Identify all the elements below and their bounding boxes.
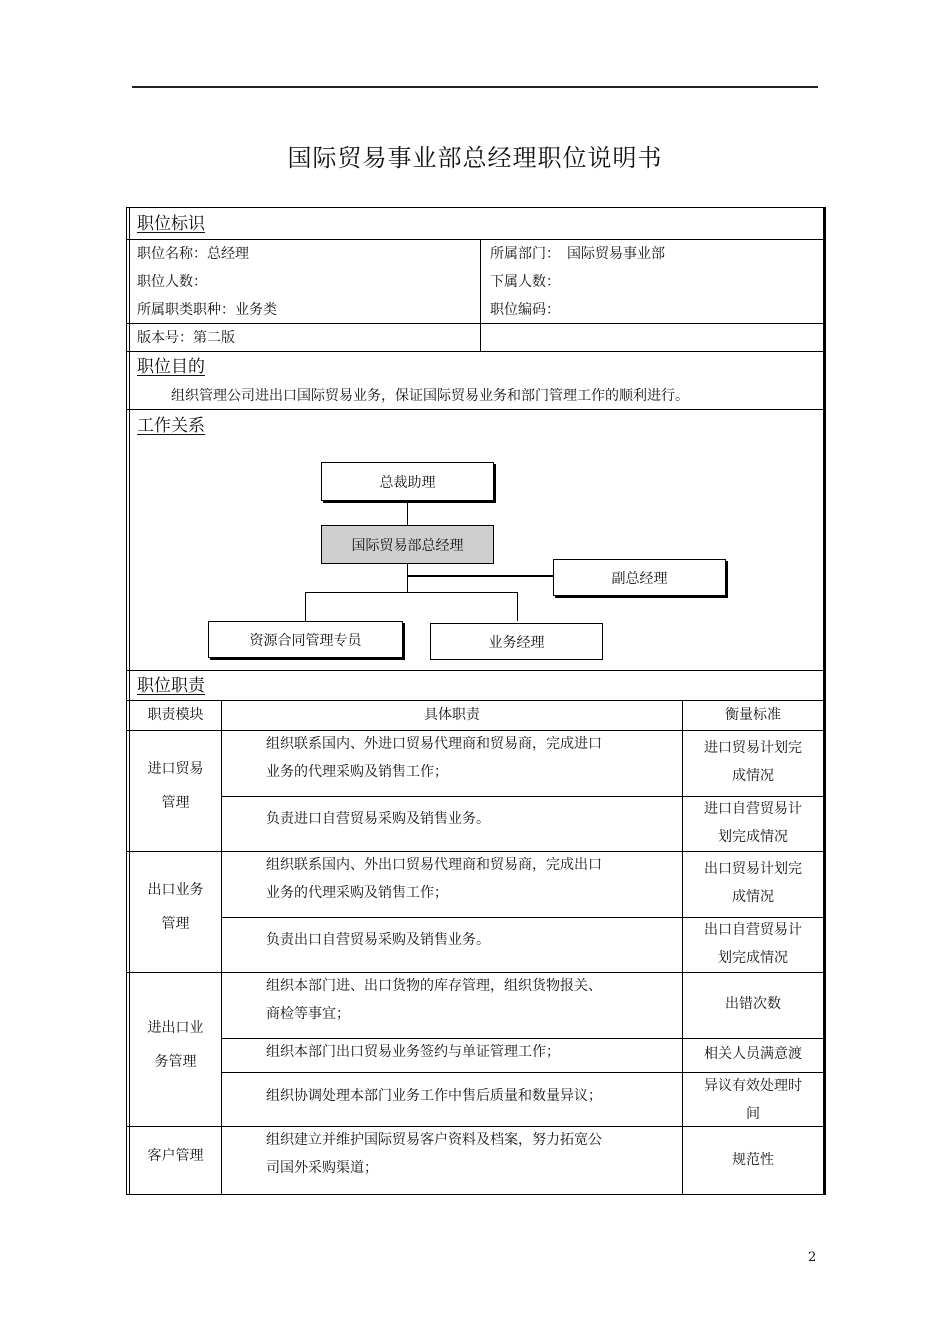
- measure-text: 进口贸易计划完 成情况: [704, 740, 802, 784]
- purpose-heading: 职位目的: [137, 357, 205, 377]
- purpose-text: 组织管理公司进出口国际贸易业务，保证国际贸易业务和部门管理工作的顺利进行。: [171, 388, 689, 404]
- job-family: 所属职类职种：业务类: [137, 302, 277, 318]
- subordinates: 下属人数：: [490, 274, 560, 290]
- page-number: 2: [808, 1250, 817, 1265]
- measure-text: 规范性: [732, 1152, 774, 1168]
- duty-text: 组织本部门出口贸易业务签约与单证管理工作；: [266, 1044, 560, 1060]
- org-node-deputy: 副总经理: [553, 559, 726, 596]
- department: 所属部门： 国际贸易事业部: [490, 246, 665, 262]
- measure-text: 进口自营贸易计 划完成情况: [704, 801, 802, 845]
- headcount: 职位人数：: [137, 274, 207, 290]
- divider: [127, 323, 823, 324]
- measure-text: 出错次数: [725, 996, 781, 1012]
- divider: [127, 351, 823, 352]
- org-connector-deputy: [407, 575, 553, 577]
- divider: [127, 670, 823, 671]
- org-connector: [407, 563, 408, 593]
- measure-text: 出口贸易计划完 成情况: [704, 861, 802, 905]
- org-connector-subordinates: [305, 592, 518, 621]
- module-name: 进出口业 务管理: [147, 1020, 204, 1070]
- measure-text: 相关人员满意渡: [704, 1046, 802, 1062]
- org-node-sub1: 资源合同管理专员: [208, 621, 403, 658]
- measure-text: 异议有效处理时 间: [704, 1078, 802, 1122]
- divider: [127, 409, 823, 410]
- measure-text: 出口自营贸易计 划完成情况: [704, 922, 802, 966]
- duty-text: 组织本部门进、出口货物的库存管理，组织货物报关、 商检等事宜；: [266, 978, 602, 1022]
- divider: [480, 239, 481, 351]
- duties-heading: 职位职责: [137, 676, 205, 696]
- duty-text: 负责进口自营贸易采购及销售业务。: [266, 811, 490, 827]
- position-code: 职位编码：: [490, 302, 560, 318]
- module-name: 进口贸易 管理: [147, 761, 204, 811]
- column-header-measure: 衡量标准: [725, 707, 781, 723]
- org-node-sub2: 业务经理: [430, 623, 603, 660]
- column-header-duty: 具体职责: [424, 707, 480, 723]
- position-name: 职位名称：总经理: [137, 246, 249, 262]
- duty-text: 组织联系国内、外出口贸易代理商和贸易商，完成出口 业务的代理采购及销售工作；: [266, 857, 602, 901]
- version: 版本号：第二版: [137, 330, 235, 346]
- column-header-module: 职责模块: [147, 707, 204, 723]
- document-title: 国际贸易事业部总经理职位说明书: [287, 144, 663, 172]
- divider: [127, 239, 823, 240]
- job-description-table: [126, 207, 826, 1195]
- duty-text: 组织联系国内、外进口贸易代理商和贸易商，完成进口 业务的代理采购及销售工作；: [266, 736, 602, 780]
- module-name: 出口业务 管理: [147, 882, 204, 932]
- org-connector: [407, 501, 408, 525]
- duty-text: 负责出口自营贸易采购及销售业务。: [266, 932, 490, 948]
- duty-text: 组织建立并维护国际贸易客户资料及档案，努力拓宽公 司国外采购渠道；: [266, 1132, 602, 1176]
- org-node-self: 国际贸易部总经理: [321, 525, 494, 564]
- org-node-superior: 总裁助理: [321, 462, 494, 501]
- relations-heading: 工作关系: [137, 416, 205, 436]
- duty-text: 组织协调处理本部门业务工作中售后质量和数量异议；: [266, 1088, 602, 1104]
- column-divider: [221, 700, 222, 1194]
- header-rule: [132, 86, 818, 88]
- module-name: 客户管理: [147, 1148, 204, 1164]
- identification-heading: 职位标识: [137, 214, 205, 234]
